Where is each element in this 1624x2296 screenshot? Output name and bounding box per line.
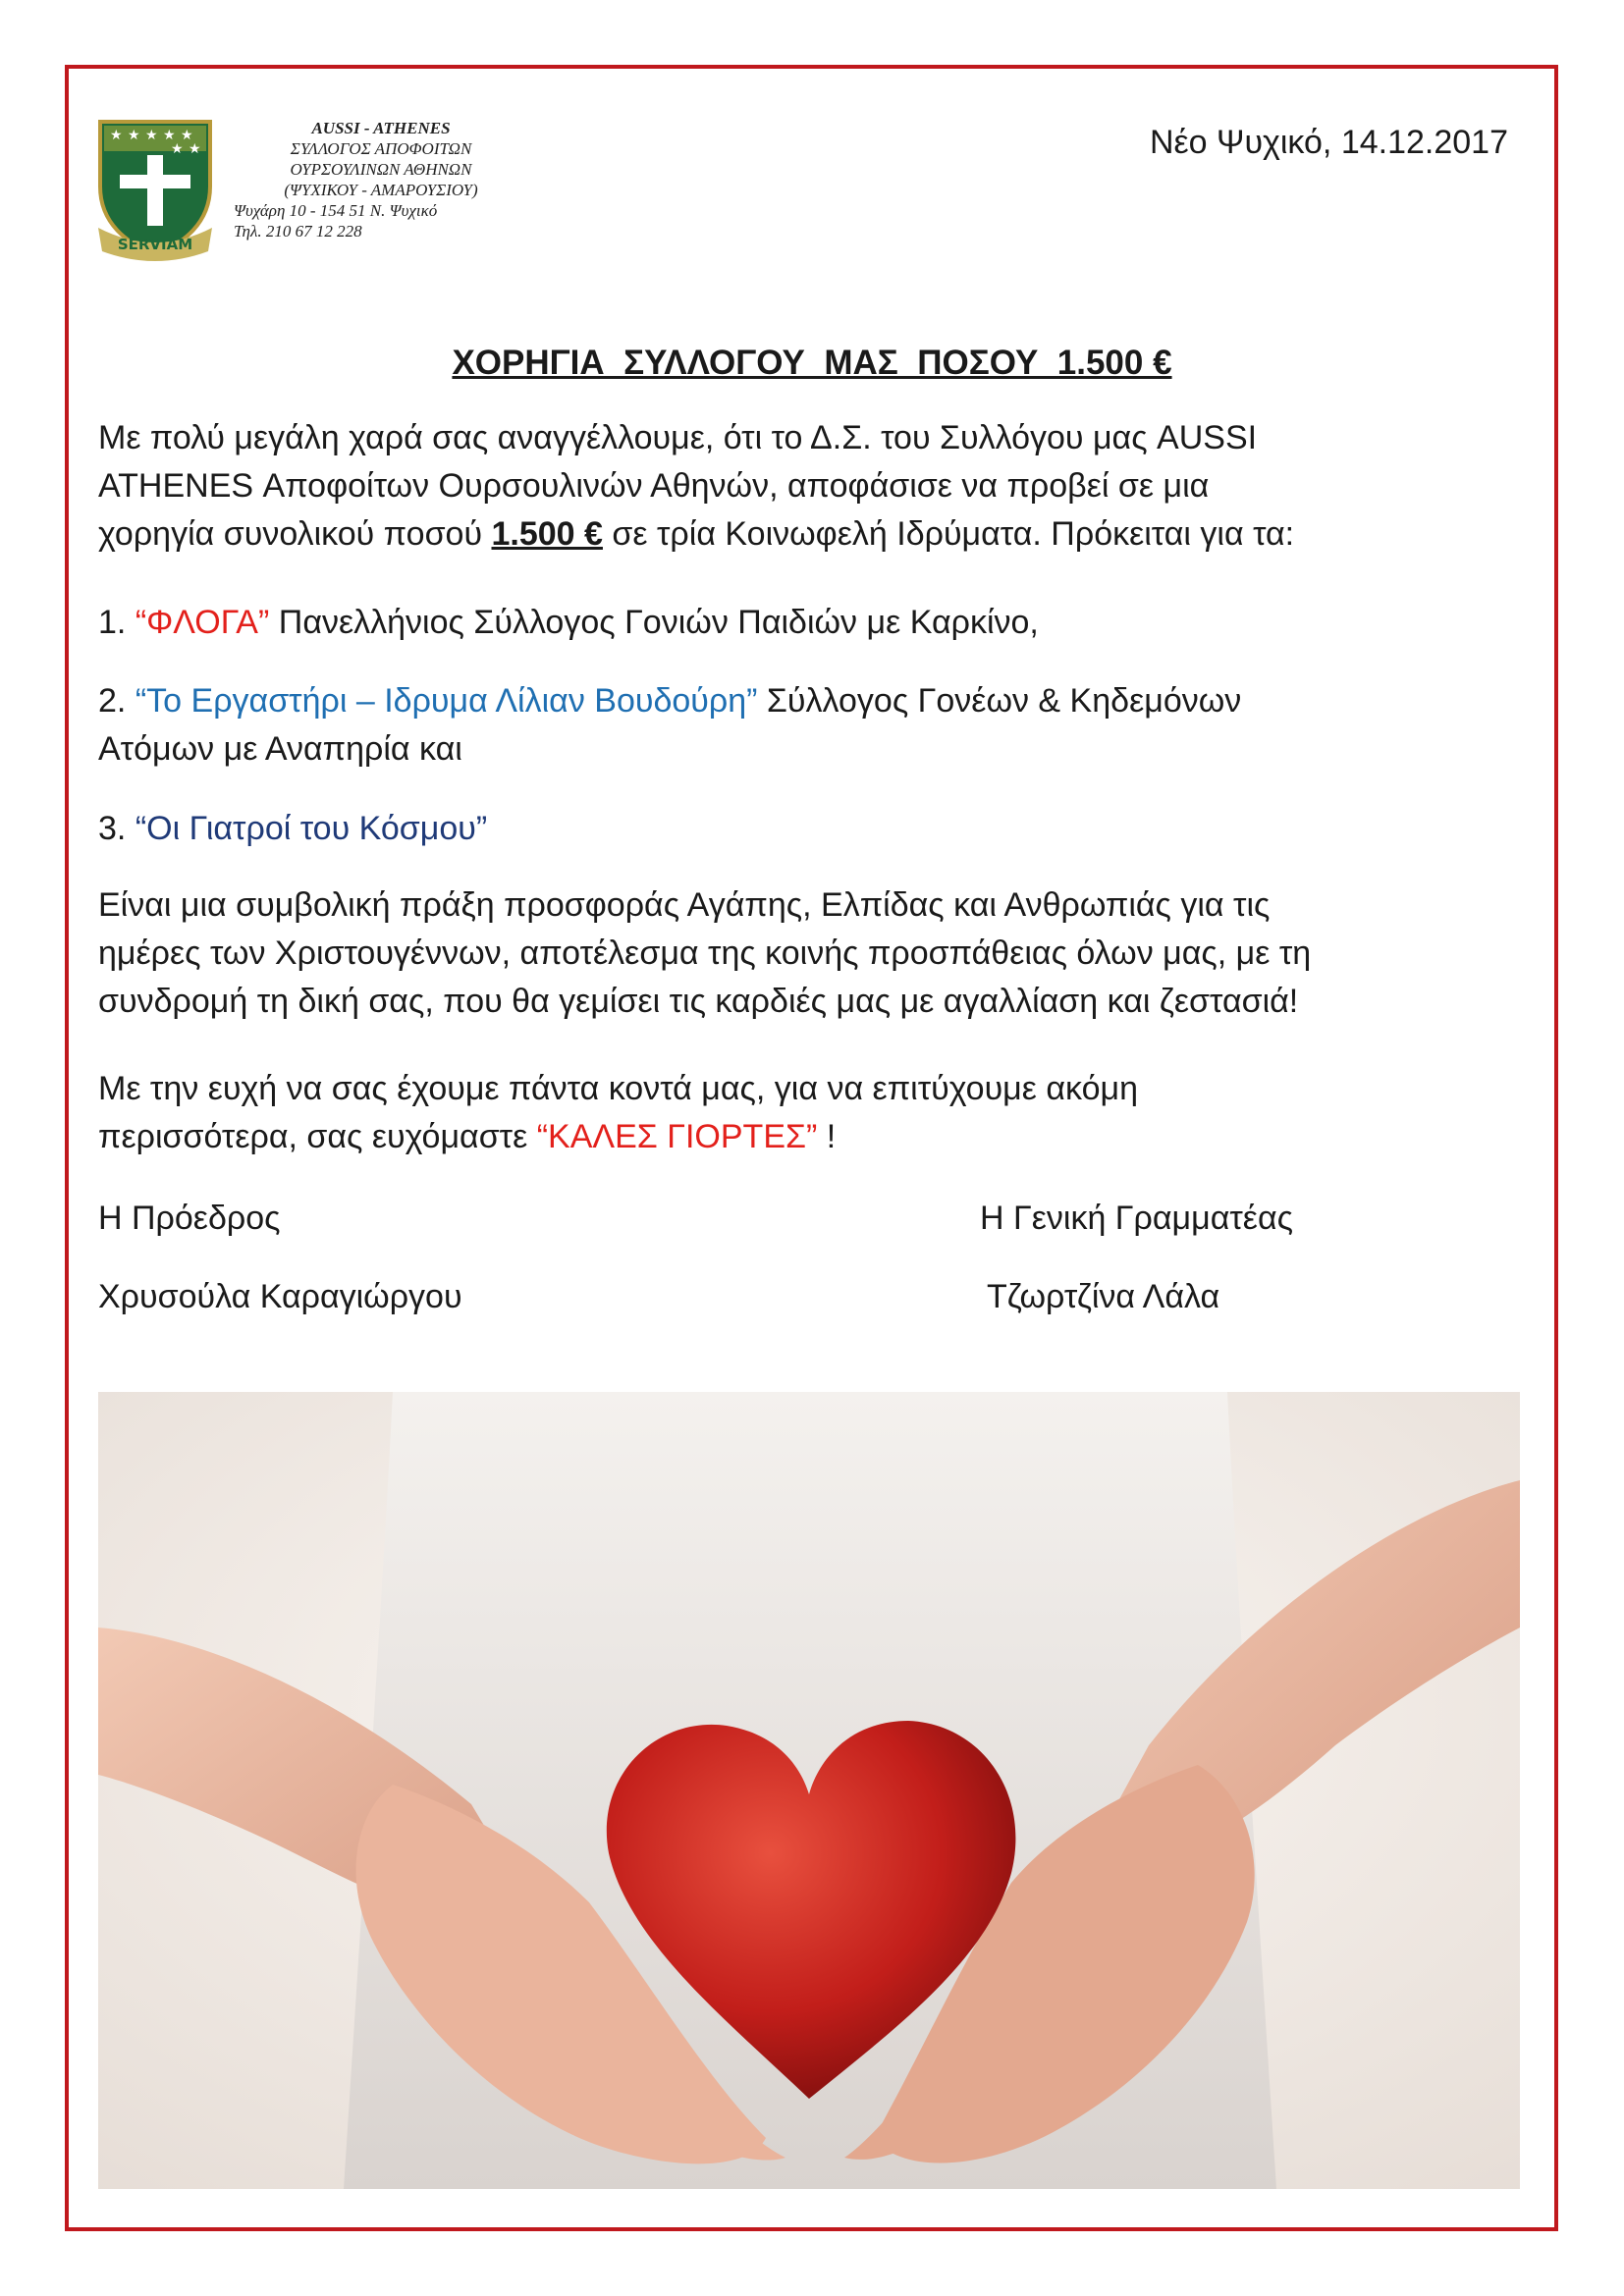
svg-text:★: ★	[145, 128, 158, 143]
org-line: ΣΥΛΛΟΓΟΣ ΑΠΟΦΟΙΤΩΝ	[290, 139, 472, 158]
secretary-role: Η Γενική Γραμματέας	[980, 1200, 1293, 1237]
document-title: ΧΟΡΗΓΙΑ ΣΥΛΛΟΓΟΥ ΜΑΣ ΠΟΣΟΥ 1.500 €	[452, 344, 1172, 382]
org-phone: Τηλ. 210 67 12 228	[234, 222, 362, 240]
item-description: Ατόμων με Αναπηρία και	[98, 730, 462, 768]
svg-text:★: ★	[189, 141, 201, 157]
item-number: 1.	[98, 604, 135, 641]
intro-line	[98, 510, 1542, 559]
wishes-text: !	[817, 1118, 837, 1155]
closing-paragraph	[98, 881, 1542, 1026]
intro-line: Με πολύ μεγάλη χαρά σας αναγγέλλουμε, ότι το Δ.Σ. του Συλλόγου μας AUSSI	[98, 419, 1258, 456]
organization-header	[234, 118, 528, 241]
list-item	[98, 599, 1542, 647]
intro-paragraph	[98, 414, 1542, 559]
item-name: “ΦΛΟΓΑ”	[135, 604, 270, 641]
intro-text: σε τρία Κοινωφελή Ιδρύματα. Πρόκειται για τα:	[602, 515, 1295, 553]
greeting: “ΚΑΛΕΣ ΓΙΟΡΤΕΣ”	[536, 1118, 818, 1155]
secretary-name: Τζωρτζίνα Λάλα	[987, 1278, 1220, 1315]
intro-text: χορηγία συνολικού ποσού	[98, 515, 492, 553]
closing-line: Είναι μια συμβολική πράξη προσφοράς Αγάπης, Ελπίδας και Ανθρωπιάς για τις	[98, 886, 1271, 924]
item-name: “Το Εργαστήρι – Ιδρυμα Λίλιαν Βουδούρη”	[135, 682, 758, 720]
date-line: Νέο Ψυχικό, 14.12.2017	[1149, 124, 1508, 161]
president-role: Η Πρόεδρος	[98, 1200, 281, 1237]
wishes-text: περισσότερα, σας ευχόμαστε	[98, 1118, 537, 1155]
item-number: 2.	[98, 682, 135, 720]
donation-amount: 1.500 €	[491, 515, 603, 553]
wishes-paragraph	[98, 1065, 1542, 1161]
closing-line: ημέρες των Χριστουγέννων, αποτέλεσμα της κοινής προσπάθειας όλων μας, με τη	[98, 934, 1312, 972]
svg-text:★: ★	[171, 141, 184, 157]
item-description: Πανελλήνιος Σύλλογος Γονιών Παιδιών με Καρκίνο,	[269, 604, 1039, 641]
svg-text:★: ★	[163, 128, 176, 143]
svg-text:★: ★	[181, 128, 193, 143]
item-description: Σύλλογος Γονέων & Κηδεμόνων	[757, 682, 1242, 720]
intro-line: ATHENES Αποφοίτων Ουρσουλινών Αθηνών, αποφάσισε να προβεί σε μια	[98, 467, 1210, 505]
logo-motto: SERVIAM	[117, 236, 193, 253]
president-name: Χρυσούλα Καραγιώργου	[98, 1278, 462, 1315]
wishes-line: Με την ευχή να σας έχουμε πάντα κοντά μας, για να επιτύχουμε ακόμη	[98, 1070, 1139, 1107]
list-item	[98, 677, 1542, 774]
hands-heart-photo	[98, 1392, 1520, 2189]
org-line: ΟΥΡΣΟΥΛΙΝΩΝ ΑΘΗΝΩΝ	[290, 160, 472, 179]
item-number: 3.	[98, 810, 135, 847]
org-address: Ψυχάρη 10 - 154 51 Ν. Ψυχικό	[234, 201, 438, 220]
list-item	[98, 805, 1542, 853]
org-line: (ΨΥΧΙΚΟΥ - ΑΜΑΡΟΥΣΙΟΥ)	[284, 181, 478, 199]
closing-line: συνδρομή τη δική σας, που θα γεμίσει τις καρδιές μας με αγαλλίαση και ζεστασιά!	[98, 983, 1299, 1020]
svg-text:★: ★	[128, 128, 140, 143]
serviam-shield-logo	[94, 118, 216, 263]
svg-text:★: ★	[110, 128, 123, 143]
org-name: AUSSI - ATHENES	[311, 119, 451, 137]
item-name: “Οι Γιατροί του Κόσμου”	[135, 810, 488, 847]
